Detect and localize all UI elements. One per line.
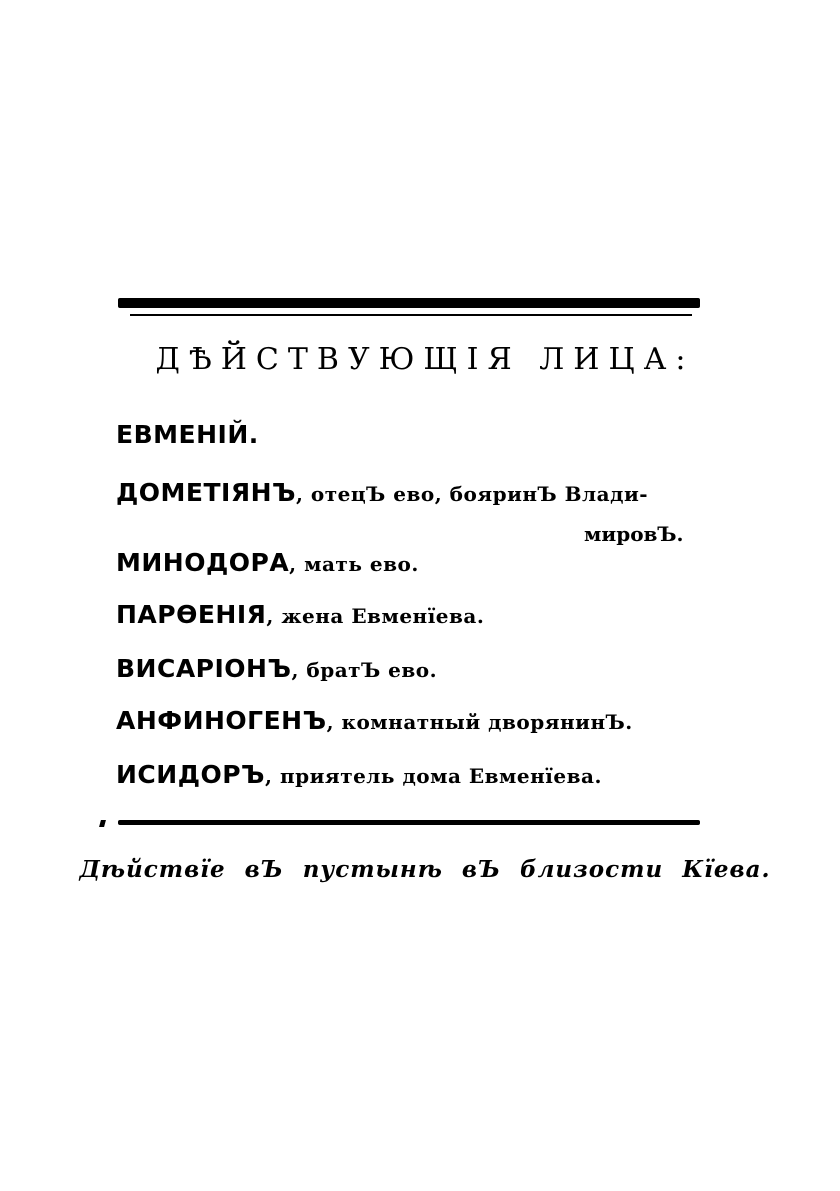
print-mark <box>99 820 106 827</box>
character-entry <box>116 760 602 789</box>
character-description: , отецЪ ево, бояринЪ Влади- <box>296 482 649 506</box>
character-name: ПАРѲЕНІЯ <box>116 600 267 629</box>
character-description: , братЪ ево. <box>291 658 438 682</box>
description-continuation: мировЪ. <box>584 522 684 546</box>
character-entry <box>116 420 259 449</box>
character-entry <box>116 548 419 577</box>
character-entry <box>116 478 648 507</box>
character-name: МИНОДОРА <box>116 548 290 577</box>
character-name: АНФИНОГЕНЪ <box>116 706 327 735</box>
bottom-rule <box>118 820 700 825</box>
character-description: , комнатный дворянинЪ. <box>326 710 633 734</box>
character-name: ЕВМЕНІЙ. <box>116 420 259 449</box>
character-description: , жена Евменїева. <box>266 604 485 628</box>
character-description: , мать ево. <box>289 552 419 576</box>
character-description: , приятель дома Евменїева. <box>265 764 602 788</box>
top-thick-rule <box>118 298 700 308</box>
character-name: ДОМЕТІЯНЪ <box>116 478 296 507</box>
top-thin-rule <box>130 314 692 316</box>
character-entry <box>116 706 633 735</box>
scene-setting: Дѣйствїе вЪ пустынѣ вЪ близости Кїева. <box>79 856 771 883</box>
character-name: ИСИДОРЪ <box>116 760 266 789</box>
character-entry <box>116 600 484 629</box>
character-entry <box>116 654 437 683</box>
character-name: ВИСАРІОНЪ <box>116 654 292 683</box>
page-heading: ДѢЙСТВУЮЩІЯ ЛИЦА: <box>155 342 695 377</box>
